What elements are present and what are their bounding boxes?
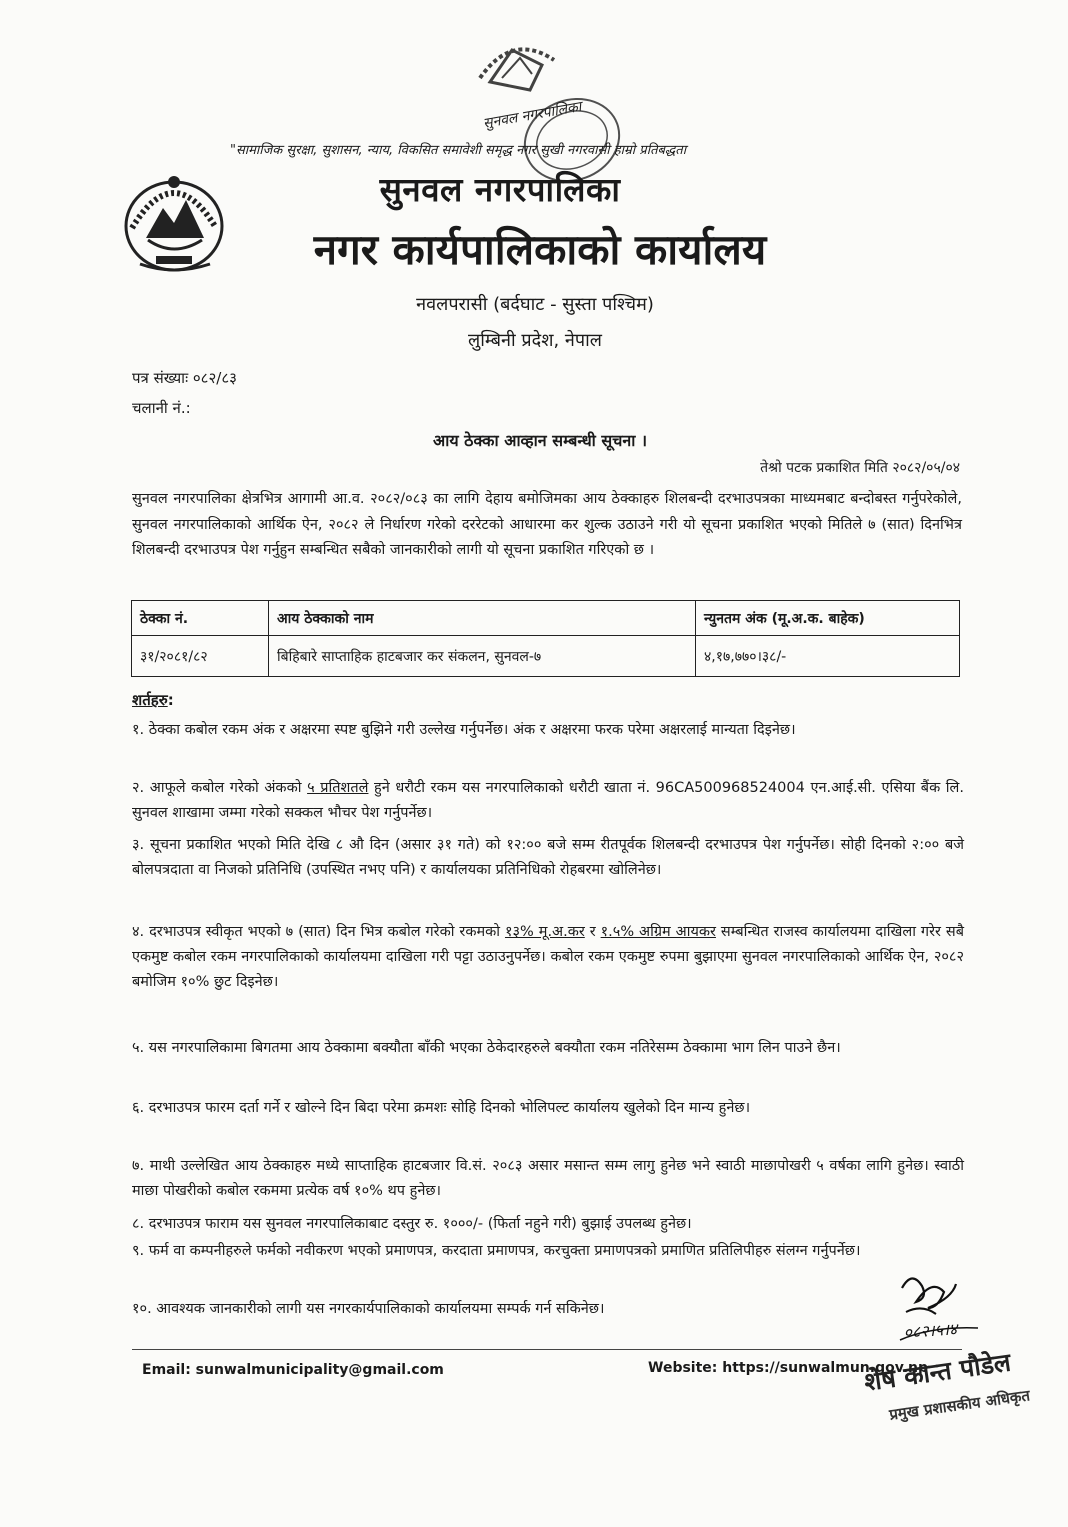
conditions-heading-suffix: : xyxy=(167,691,174,709)
condition-2-underlined: ५ प्रतिशतले xyxy=(307,780,369,796)
notice-subject: आय ठेक्का आव्हान सम्बन्धी सूचना । xyxy=(432,431,648,450)
officer-name-stamp: शेष कान्त पौडेल xyxy=(862,1347,1013,1397)
footer-divider xyxy=(132,1349,962,1350)
condition-2 xyxy=(132,776,964,826)
condition-10: १०. आवश्यक जानकारीको लागी यस नगरकार्यपालिकाको कार्यालयमा सम्पर्क गर्न सकिनेछ। xyxy=(132,1301,605,1317)
cell-tender-name: बिहिबारे साप्ताहिक हाटबजार कर संकलन, सुनवल-७ xyxy=(269,636,696,677)
seal-text: सुनवल नगरपालिका xyxy=(481,98,583,132)
svg-text:सुनवल नगरपालिका xyxy=(482,97,586,132)
condition-8: ८. दरभाउपत्र फाराम यस सुनवल नगरपालिकाबाट दस्तुर रु. १०००/- (फिर्ता नहुने गरी) बुझाई उपलब्ध हुनेछ। xyxy=(132,1216,692,1232)
slogan: "सामाजिक सुरक्षा, सुशासन, न्याय, विकसित समावेशी समृद्ध नगर सुखी नगरवासी हाम्रो प्रतिबद्धता xyxy=(230,143,687,158)
conditions-heading-text: शर्तहरु xyxy=(132,691,168,709)
footer-email: Email: sunwalmunicipality@gmail.com xyxy=(142,1362,444,1378)
handwritten-signature xyxy=(892,1268,982,1350)
cell-tender-no: ३१/२०८१/८२ xyxy=(132,636,269,677)
condition-9: ९. फर्म वा कम्पनीहरुले फर्मको नवीकरण भएको प्रमाणपत्र, करदाता प्रमाणपत्र, करचुक्ता प्रमाणपत्रको प्रमाणित प्रतिलिपीहरु संलग्न गर्नुपर्नेछ। xyxy=(132,1243,861,1259)
officer-role-stamp: प्रमुख प्रशासकीय अधिकृत xyxy=(888,1386,1031,1424)
notice-intro: सुनवल नगरपालिका क्षेत्रभित्र आगामी आ.व. २०८२/०८३ का लागि देहाय बमोजिमका आय ठेक्काहरु शिलबन्दी दरभाउपत्रका माध्यमबाट बन्दोबस्त गर्नुपरेकोले, सुनवल नगरपालिकाको आर्थिक ऐन, २०८२ ले निर्धारण गरेको दररेटको आधारमा कर शुल्क उठाउने गरी यो सूचना प्रकाशित भएको मितिले ७ (सात) दिनभित्र शिलबन्दी दरभाउपत्र पेश गर्नुहुन सम्बन्धित सबैको जानकारीको लागी यो सूचना प्रकाशित गरिएको छ । xyxy=(132,491,962,558)
publish-date: तेश्रो पटक प्रकाशित मिति २०८२/०५/०४ xyxy=(760,460,960,476)
svg-text:०८२।५।४ xyxy=(903,1319,960,1342)
condition-4-part-a: ४. दरभाउपत्र स्वीकृत भएको ७ (सात) दिन भित्र कबोल गरेको रकमको xyxy=(132,924,505,940)
condition-7: ७. माथी उल्लेखित आय ठेक्काहरु मध्ये साप्ताहिक हाटबजार वि.सं. २०८३ असार मसान्त सम्म लागु हुनेछ भने स्वाठी माछापोखरी ५ वर्षका लागि हुनेछ। स्वाठी माछा पोखरीको कबोल रकममा प्रत्येक वर्ष १०% थप हुनेछ। xyxy=(132,1158,964,1199)
header-tender-name: आय ठेक्काको नाम xyxy=(269,601,696,636)
condition-4 xyxy=(132,920,964,995)
address-line-1: नवलपरासी (बर्दघाट - सुस्ता पश्चिम) xyxy=(416,294,654,315)
footer-website: Website: https://sunwalmun.gov.np xyxy=(648,1360,928,1376)
table-header-row xyxy=(132,601,960,636)
address-line-2: लुम्बिनी प्रदेश, नेपाल xyxy=(468,330,602,351)
office-title: नगर कार्यपालिकाको कार्यालय xyxy=(313,225,767,274)
dispatch-number: चलानी नं.: xyxy=(132,399,191,417)
header-tender-no: ठेक्का नं. xyxy=(132,601,269,636)
header-minimum-amount: न्युनतम अंक (मू.अ.क. बाहेक) xyxy=(696,601,960,636)
condition-4-mid: र xyxy=(584,924,601,940)
tender-table xyxy=(131,600,960,677)
condition-5: ५. यस नगरपालिकामा बिगतमा आय ठेक्कामा बक्यौता बाँकी भएका ठेकेदारहरुले बक्यौता रकम नतिरेसम्म ठेक्कामा भाग लिन पाउने छैन। xyxy=(132,1040,841,1056)
condition-2-part-a: २. आफूले कबोल गरेको अंकको xyxy=(132,780,308,796)
condition-1: १. ठेक्का कबोल रकम अंक र अक्षरमा स्पष्ट बुझिने गरी उल्लेख गर्नुपर्नेछ। अंक र अक्षरमा फरक परेमा अक्षरलाई मान्यता दिइनेछ। xyxy=(132,722,796,738)
nepal-government-emblem-icon xyxy=(118,168,230,276)
table-row xyxy=(132,636,960,677)
condition-4-part-b: सम्बन्धित राजस्व कार्यालयमा दाखिला गरेर सबै एकमुष्ट कबोल रकम नगरपालिकाको कार्यालयमा दाखिला गरी पट्टा उठाउनुपर्नेछ। कबोल रकम एकमुष्ट रुपमा बुझाएमा सुनवल नगरपालिकाको आर्थिक ऐन, २०८२ बमोजिम १०% छुट दिइनेछ। xyxy=(132,924,964,990)
office-name: सुनवल नगरपालिका xyxy=(379,170,621,209)
signature-date: ०८२।५।४ xyxy=(902,1319,958,1342)
condition-3: ३. सूचना प्रकाशित भएको मिति देखि ८ औ दिन (असार ३१ गते) को १२:०० बजे सम्म रीतपूर्वक शिलबन्दी दरभाउपत्र पेश गर्नुपर्नेछ। सोही दिनको २:०० बजे बोलपत्रदाता वा निजको प्रतिनिधि (उपस्थित नभए पनि) र कार्यालयका प्रतिनिधिको रोहबरमा खोलिनेछ। xyxy=(132,837,964,878)
condition-6: ६. दरभाउपत्र फारम दर्ता गर्ने र खोल्ने दिन बिदा परेमा क्रमशः सोहि दिनको भोलिपल्ट कार्यालय खुलेको दिन मान्य हुनेछ। xyxy=(132,1100,751,1116)
conditions-heading xyxy=(132,690,174,710)
letter-number: पत्र संख्याः ०८२/८३ xyxy=(132,369,237,387)
condition-4-advance-tax: १.५% अग्रिम आयकर xyxy=(600,924,716,940)
cell-minimum-amount: ४,१७,७७०।३८/- xyxy=(696,636,960,677)
condition-4-vat: १३% मू.अ.कर xyxy=(504,924,585,940)
condition-2-part-b: हुने धरौटी रकम यस नगरपालिकाको धरौटी खाता नं. 96CA500968524004 एन.आई.सी. एसिया बैंक लि. सुनवल शाखामा जम्मा गरेको सक्कल भौचर पेश गर्नुपर्नेछ। xyxy=(132,780,964,821)
